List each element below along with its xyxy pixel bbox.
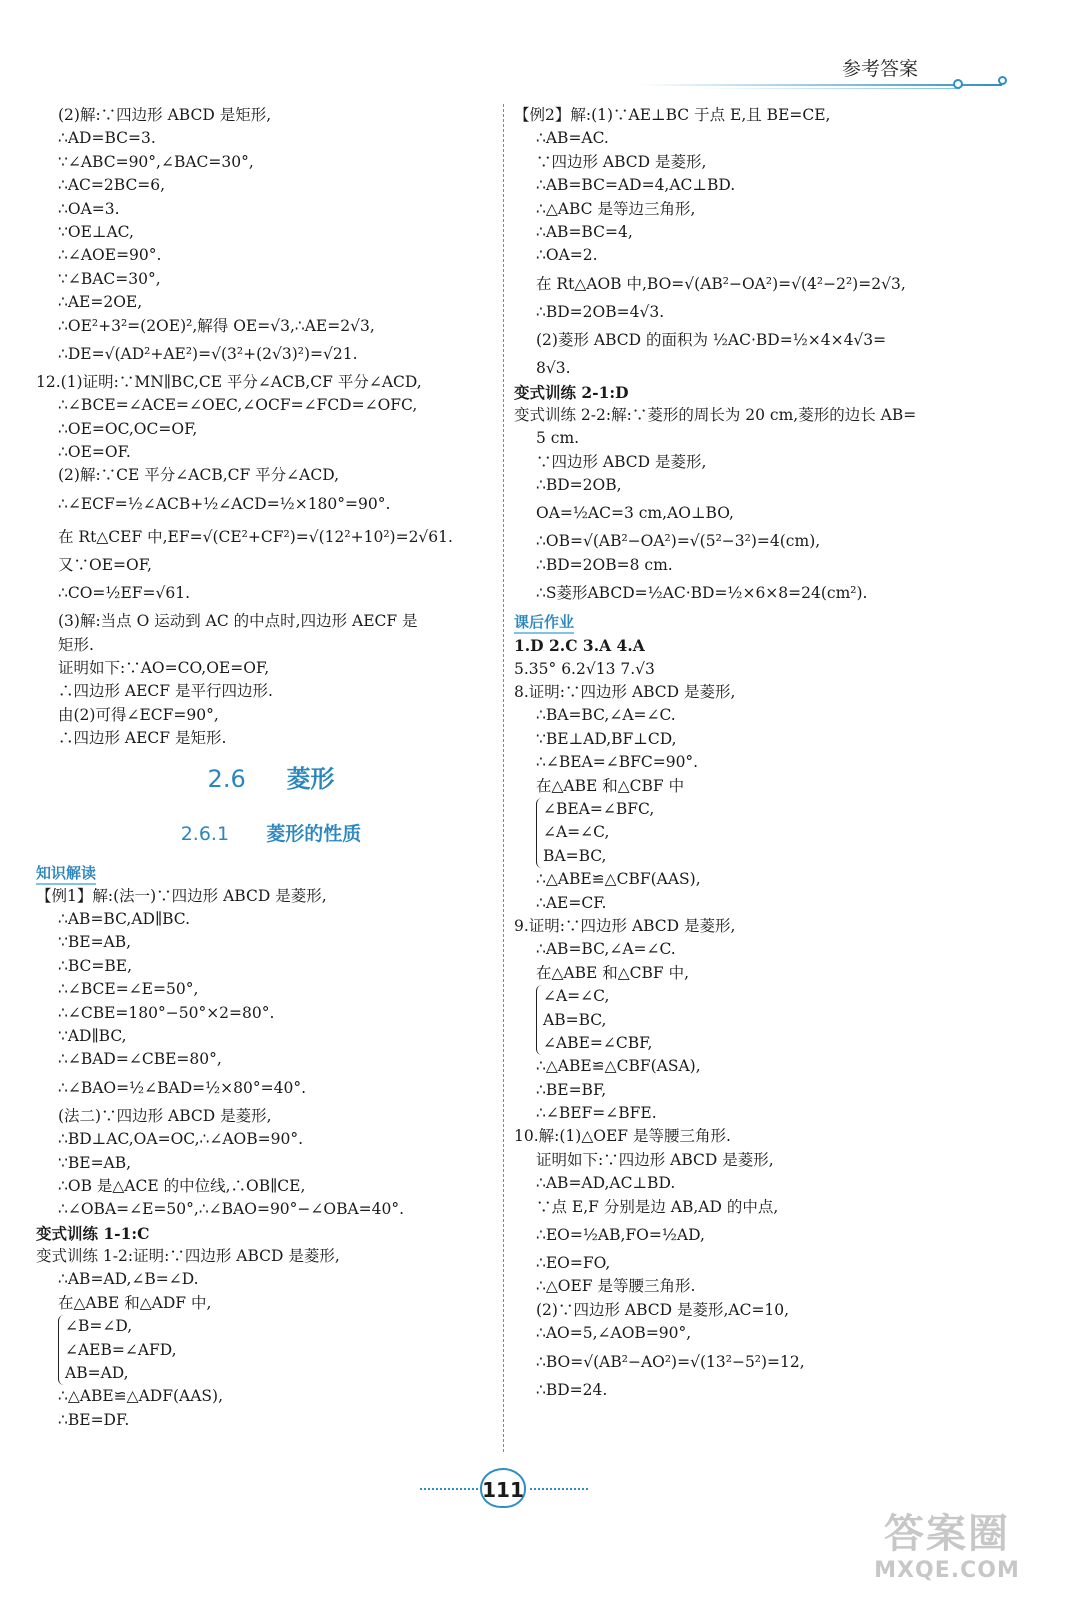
text-line: ∴△ABE≌△CBF(ASA), [536, 1057, 701, 1076]
equation-system [58, 1315, 177, 1385]
text-line: 【例2】解:(1)∵AE⊥BC 于点 E,且 BE=CE, [514, 106, 831, 124]
text-line: ∴AB=AC. [536, 129, 609, 148]
text-line: ∴∠BEF=∠BFE. [536, 1104, 657, 1123]
text-line: ∴EO=FO, [536, 1254, 611, 1273]
text-line: ∴AE=2OE, [58, 293, 143, 312]
text-line: 在△ABE 和△CBF 中 [536, 776, 685, 795]
text-line: 1.D 2.C 3.A 4.A [514, 636, 645, 656]
text-line: (法二)∵四边形 ABCD 是菱形, [58, 1106, 272, 1125]
text-line: ∴CO=½EF=√61. [58, 584, 191, 603]
section-heading [36, 751, 506, 807]
text-line: ∴△ABE≌△ADF(AAS), [58, 1387, 223, 1406]
header-ornament-dot [998, 76, 1007, 85]
text-line: ∴OB=√(AB²−OA²)=√(5²−3²)=4(cm), [536, 532, 821, 551]
text-line: 变式训练 2-1:D [514, 382, 629, 402]
text-line: ∴四边形 AECF 是平行四边形. [58, 682, 273, 701]
text-line: 5.35° 6.2√13 7.√3 [514, 659, 655, 678]
page-number: 111 [480, 1468, 526, 1508]
text-line: ∴AB=AD,∠B=∠D. [58, 1270, 199, 1289]
subsection-title: 菱形的性质 [266, 822, 362, 845]
text-line: ∴∠AOE=90°. [58, 246, 162, 265]
text-line: ∴△ABC 是等边三角形, [536, 199, 696, 218]
subsection-number: 2.6.1 [180, 822, 230, 845]
right-column [514, 104, 984, 1402]
text-line: ∴∠ECF=½∠ACB+½∠ACD=½×180°=90°. [58, 494, 391, 513]
text-line: AB=AD, [65, 1364, 129, 1383]
text-line: 变式训练 1-1:C [36, 1223, 150, 1243]
text-line: (2)解:∵四边形 ABCD 是矩形, [58, 106, 272, 124]
header-rule [640, 84, 1002, 86]
text-line: ∴OB 是△ACE 的中位线,∴OB∥CE, [58, 1176, 306, 1195]
text-line: ∴OE=OC,OC=OF, [58, 419, 198, 438]
text-line: ∴AD=BC=3. [58, 129, 156, 148]
subsection-heading [36, 807, 506, 861]
text-line: 9.证明:∵四边形 ABCD 是菱形, [514, 916, 736, 935]
text-line: 变式训练 1-2:证明:∵四边形 ABCD 是菱形, [36, 1247, 340, 1266]
text-line: ∴OA=2. [536, 246, 598, 265]
text-line: ∠BEA=∠BFC, [543, 799, 655, 818]
text-line: ∴OA=3. [58, 199, 120, 218]
text-line: ∵OE⊥AC, [58, 222, 134, 241]
text-line: 在 Rt△CEF 中,EF=√(CE²+CF²)=√(12²+10²)=2√61. [58, 527, 453, 546]
text-line: (3)解:当点 O 运动到 AC 的中点时,四边形 AECF 是 [58, 612, 418, 631]
text-line: ∠AEB=∠AFD, [65, 1340, 177, 1359]
text-line: 在 Rt△AOB 中,BO=√(AB²−OA²)=√(4²−2²)=2√3, [536, 274, 906, 293]
text-line: ∠ABE=∠CBF, [543, 1033, 653, 1052]
text-line: (2)菱形 ABCD 的面积为 ½AC·BD=½×4×4√3= [536, 331, 887, 350]
text-line: ∵BE=AB, [58, 933, 132, 952]
text-line: ∴AB=BC=AD=4,AC⊥BD. [536, 176, 736, 195]
text-line: (2)解:∵CE 平分∠ACB,CF 平分∠ACD, [58, 466, 340, 485]
text-line: ∴四边形 AECF 是矩形. [58, 729, 227, 748]
text-line: ∴∠BCE=∠ACE=∠OEC,∠OCF=∠FCD=∠OFC, [58, 396, 418, 415]
text-line: ∴BA=BC,∠A=∠C. [536, 706, 676, 725]
text-line: ∠A=∠C, [543, 987, 610, 1006]
text-line: 变式训练 2-2:解:∵菱形的周长为 20 cm,菱形的边长 AB= [514, 405, 917, 424]
text-line: 8.证明:∵四边形 ABCD 是菱形, [514, 683, 736, 702]
tag-row [36, 861, 506, 885]
watermark [847, 1510, 1047, 1590]
text-line: ∴OE=OF. [58, 443, 131, 462]
text-line: 在△ABE 和△CBF 中, [536, 963, 690, 982]
page-number-dots [420, 1488, 478, 1490]
text-line: ∴∠OBA=∠E=50°,∴∠BAO=90°−∠OBA=40°. [58, 1200, 405, 1219]
text-line: ∴BC=BE, [58, 956, 133, 975]
text-line: ∴BD=2OB=8 cm. [536, 555, 673, 574]
text-line: ∴AO=5,∠AOB=90°, [536, 1324, 692, 1343]
text-line: 10.解:(1)△OEF 是等腰三角形. [514, 1127, 731, 1146]
watermark-url: MXQE.COM [874, 1558, 1020, 1583]
text-line: ∴EO=½AB,FO=½AD, [536, 1226, 705, 1245]
text-line: ∴AE=CF. [536, 893, 607, 912]
text-line: BA=BC, [543, 846, 607, 865]
text-line: ∴△OEF 是等腰三角形. [536, 1277, 696, 1296]
text-line: (2)∵四边形 ABCD 是菱形,AC=10, [536, 1300, 790, 1319]
equation-system [536, 985, 652, 1055]
text-line: ∴BD=2OB, [536, 476, 622, 495]
text-line: ∴BD=2OB=4√3. [536, 302, 665, 321]
text-line: ∴S菱形ABCD=½AC·BD=½×6×8=24(cm²). [536, 584, 868, 603]
text-line: ∵四边形 ABCD 是菱形, [536, 452, 707, 471]
text-line: ∴AB=BC,AD∥BC. [58, 909, 191, 928]
text-line: ∴AB=AD,AC⊥BD. [536, 1174, 676, 1193]
text-line: ∴OE²+3²=(2OE)²,解得 OE=√3,∴AE=2√3, [58, 316, 375, 335]
text-line: ∴∠BAO=½∠BAD=½×80°=40°. [58, 1078, 307, 1097]
text-line: ∵四边形 ABCD 是菱形, [536, 152, 707, 171]
text-line: 证明如下:∵AO=CO,OE=OF, [58, 659, 270, 678]
text-line: ∴∠BCE=∠E=50°, [58, 980, 199, 999]
text-line: ∴BE=BF, [536, 1080, 607, 1099]
page-number-badge [420, 1468, 590, 1508]
text-line: ∴AB=BC,∠A=∠C. [536, 940, 676, 959]
text-line: ∴BE=DF. [58, 1410, 130, 1429]
text-line: ∴∠BEA=∠BFC=90°. [536, 753, 699, 772]
text-line: ∵BE=AB, [58, 1153, 132, 1172]
text-line: ∴BD=24. [536, 1380, 608, 1399]
text-line: ∴BO=√(AB²−AO²)=√(13²−5²)=12, [536, 1352, 805, 1371]
text-line: ∴BD⊥AC,OA=OC,∴∠AOB=90°. [58, 1130, 304, 1149]
header-rule-thin [700, 88, 960, 89]
section-number: 2.6 [207, 764, 246, 793]
text-line: ∴DE=√(AD²+AE²)=√(3²+(2√3)²)=√21. [58, 344, 358, 363]
tag-row [514, 610, 984, 634]
text-line: 又∵OE=OF, [58, 555, 152, 574]
text-line: ∴AB=BC=4, [536, 222, 633, 241]
text-line: ∠A=∠C, [543, 823, 610, 842]
text-line: ∵∠ABC=90°,∠BAC=30°, [58, 152, 254, 171]
text-line: 在△ABE 和△ADF 中, [58, 1293, 212, 1312]
section-tag: 课后作业 [514, 612, 574, 634]
text-line: OA=½AC=3 cm,AO⊥BO, [536, 504, 734, 523]
section-tag: 知识解读 [36, 863, 96, 885]
page-number-dots [530, 1488, 588, 1490]
left-column [36, 104, 506, 1432]
text-line: 8√3. [536, 359, 571, 378]
text-line: 矩形. [58, 635, 94, 654]
watermark-text: 答案圈 [884, 1511, 1010, 1557]
text-line: ∴AC=2BC=6, [58, 176, 166, 195]
text-line: ∵BE⊥AD,BF⊥CD, [536, 729, 677, 748]
text-line: ∴∠BAD=∠CBE=80°, [58, 1050, 222, 1069]
text-line: 证明如下:∵四边形 ABCD 是菱形, [536, 1150, 774, 1169]
text-line: 5 cm. [536, 429, 580, 448]
section-title: 菱形 [286, 764, 335, 793]
text-line: 由(2)可得∠ECF=90°, [58, 705, 219, 724]
text-line: ∴∠CBE=180°−50°×2=80°. [58, 1003, 275, 1022]
text-line: AB=BC, [543, 1010, 607, 1029]
equation-system [536, 798, 654, 868]
text-line: 【例1】解:(法一)∵四边形 ABCD 是菱形, [36, 886, 327, 905]
text-line: ∵∠BAC=30°, [58, 269, 161, 288]
text-line: ∴△ABE≌△CBF(AAS), [536, 870, 701, 889]
text-line: ∠B=∠D, [65, 1317, 133, 1336]
header-ornament-dot [953, 79, 963, 89]
text-line: 12.(1)证明:∵MN∥BC,CE 平分∠ACB,CF 平分∠ACD, [36, 372, 422, 391]
text-line: ∵AD∥BC, [58, 1026, 127, 1045]
header-title: 参考答案 [842, 58, 919, 80]
text-line: ∵点 E,F 分别是边 AB,AD 的中点, [536, 1197, 779, 1216]
